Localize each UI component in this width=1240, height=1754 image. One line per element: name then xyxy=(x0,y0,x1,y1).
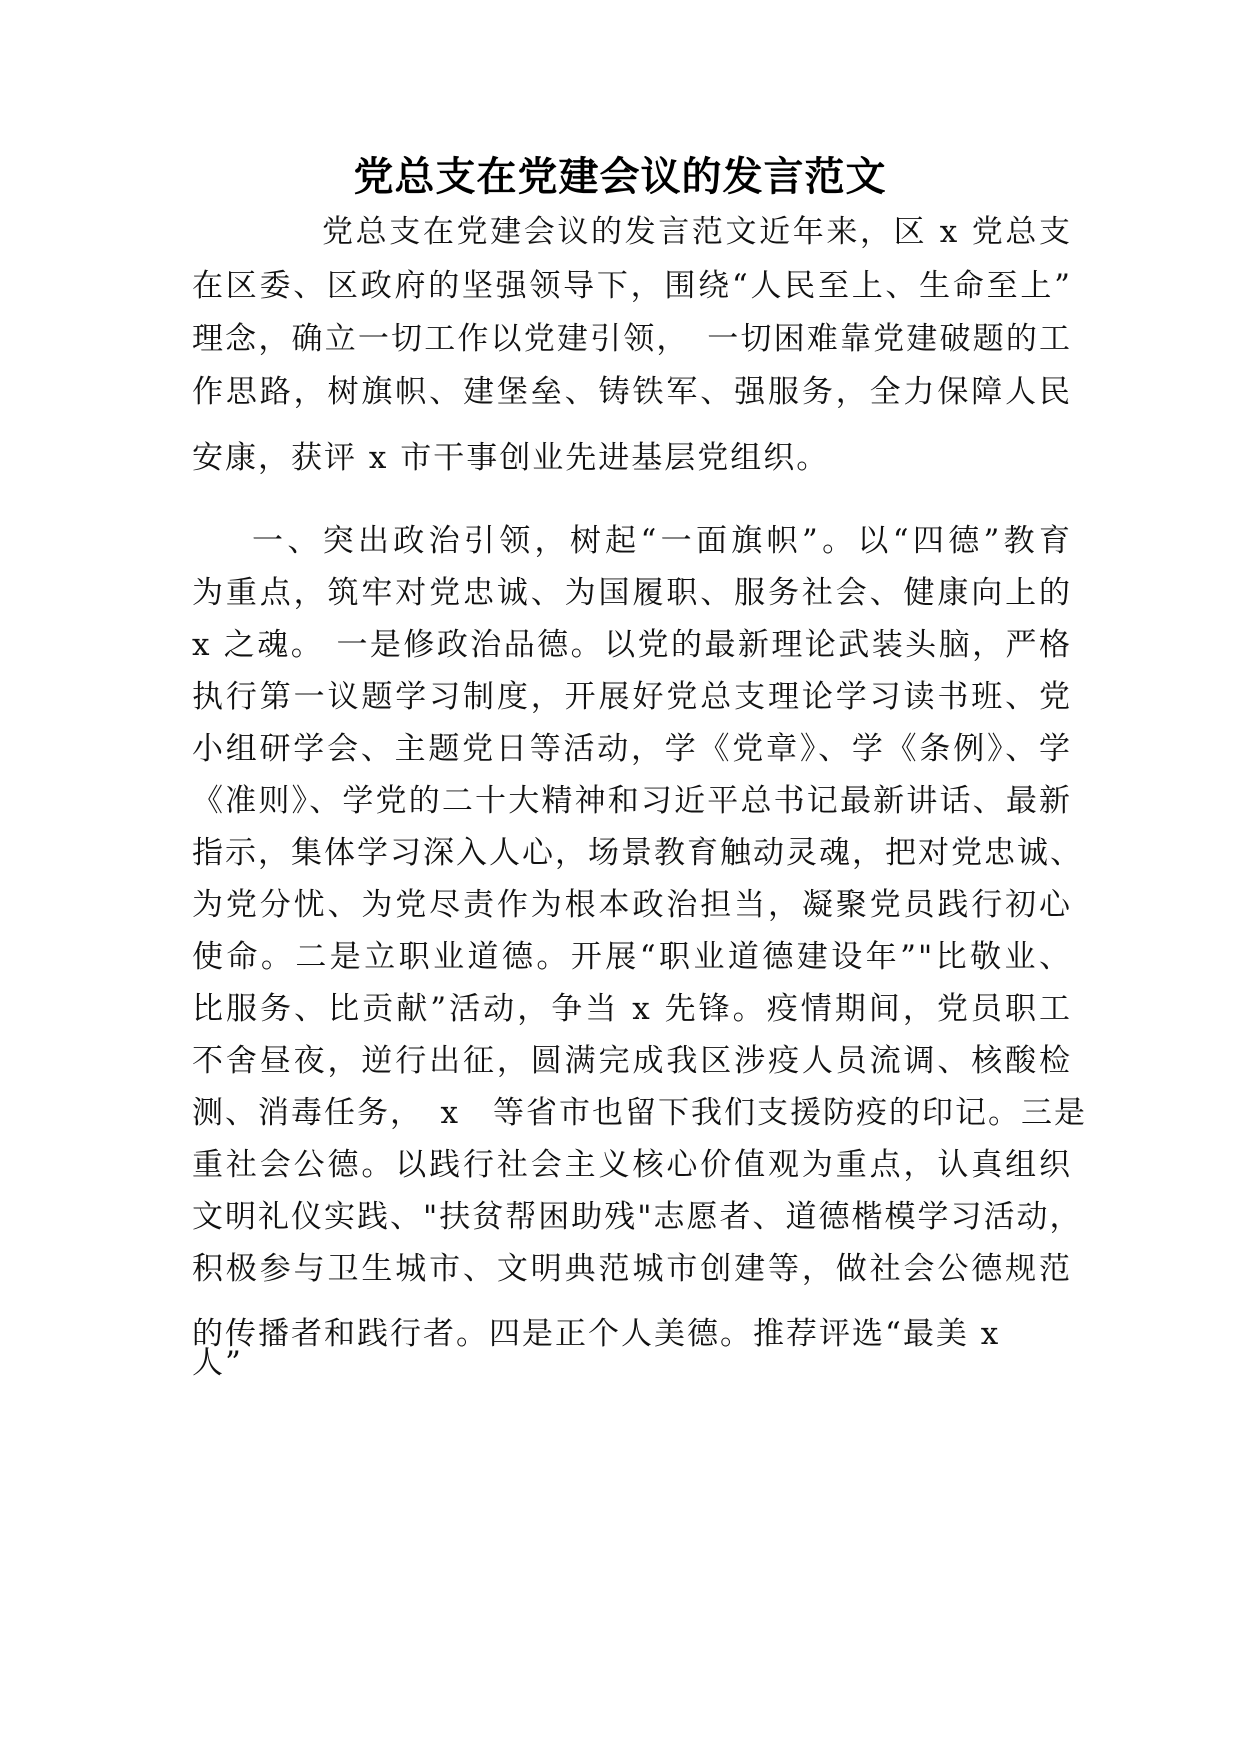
text-line-22: 人” xyxy=(192,1345,243,1381)
text-line-11: 《准则》、学党的二十大精神和习近平总书记最新讲话、最新 xyxy=(192,783,1072,819)
text-line-5: 安康，获评 x 市干事创业先进基层党组织。 xyxy=(192,440,830,476)
text-line-17: 测、消毒任务， x 等省市也留下我们支援防疫的印记。三是 xyxy=(192,1095,1087,1131)
text-line-19: 文明礼仪实践、"扶贫帮困助残"志愿者、道德楷模学习活动， xyxy=(192,1199,1083,1235)
text-line-15: 比服务、比贡献”活动，争当 x 先锋。疫情期间，党员职工 xyxy=(192,991,1072,1027)
text-line-6: 一、突出政治引领，树起“一面旗帜”。以“四德”教育 xyxy=(252,523,1072,559)
text-line-7: 为重点，筑牢对党忠诚、为国履职、服务社会、健康向上的 xyxy=(192,575,1072,611)
text-line-4: 作思路，树旗帜、建堡垒、铸铁军、强服务，全力保障人民 xyxy=(192,374,1072,410)
text-line-8: x 之魂。 一是修政治品德。以党的最新理论武装头脑，严格 xyxy=(192,627,1072,663)
text-line-10: 小组研学会、主题党日等活动，学《党章》、学《条例》、学 xyxy=(192,731,1072,767)
text-line-13: 为党分忧、为党尽责作为根本政治担当，凝聚党员践行初心 xyxy=(192,887,1072,923)
document-title: 党总支在党建会议的发言范文 xyxy=(353,154,887,200)
text-line-20: 积极参与卫生城市、文明典范城市创建等，做社会公德规范 xyxy=(192,1251,1072,1287)
text-line-9: 执行第一议题学习制度，开展好党总支理论学习读书班、党 xyxy=(192,679,1072,715)
text-line-18: 重社会公德。以践行社会主义核心价值观为重点，认真组织 xyxy=(192,1147,1072,1183)
text-line-2: 在区委、区政府的坚强领导下，围绕“人民至上、生命至上” xyxy=(192,268,1072,304)
text-line-3: 理念，确立一切工作以党建引领， 一切困难靠党建破题的工 xyxy=(192,321,1072,357)
text-line-12: 指示，集体学习深入人心，场景教育触动灵魂，把对党忠诚、 xyxy=(192,835,1083,871)
text-line-21: 的传播者和践行者。四是正个人美德。推荐评选“最美 x xyxy=(192,1316,1001,1352)
text-line-14: 使命。二是立职业道德。开展“职业道德建设年”"比敬业、 xyxy=(192,939,1072,975)
text-line-1: 党总支在党建会议的发言范文近年来，区 x 党总支 xyxy=(322,214,1072,250)
text-line-16: 不舍昼夜，逆行出征，圆满完成我区涉疫人员流调、核酸检 xyxy=(192,1043,1072,1079)
